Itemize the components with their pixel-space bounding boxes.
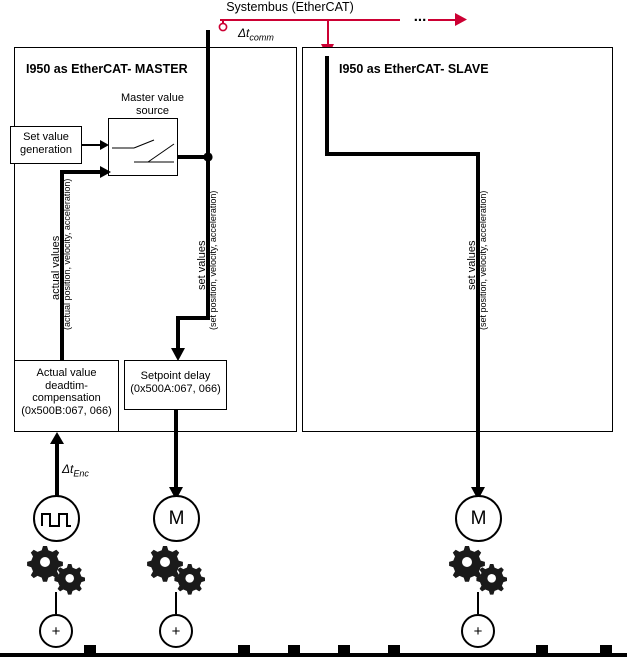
slave-panel-title: I950 as EtherCAT- SLAVE [339, 62, 489, 76]
actual-value-deadtime-label [14, 367, 119, 418]
master-set-values-label: set values [196, 240, 208, 290]
actual-values-arrow-icon [100, 166, 114, 179]
delta-t-enc-label [62, 462, 89, 478]
rail-foot [238, 645, 250, 653]
actual-values-sublabel: (actual position, velocity, acceleration) [62, 178, 72, 330]
actual-values-horizontal [60, 170, 104, 174]
setpoint-line1: Setpoint delay [140, 370, 211, 382]
gear-icon-master-motor [146, 546, 208, 594]
slave-horizontal [325, 152, 480, 156]
delta-t-comm-subscript: comm [249, 32, 274, 43]
master-set-values-sublabel: (set position, velocity, acceleration) [208, 190, 218, 330]
setpoint-line2: (0x500A:067, 066) [130, 382, 221, 395]
slave-axis-connector [477, 592, 479, 614]
setvalues-to-setpoint-vertical [176, 316, 180, 352]
encoder-to-deadtime-arrow-icon [50, 432, 64, 446]
slave-set-values-label: set values [466, 240, 478, 290]
rail-foot [288, 645, 300, 653]
encoder-pulse-icon [41, 508, 73, 530]
setvalues-bus-vertical [206, 30, 210, 159]
delta-t-enc-subscript: Enc [73, 468, 89, 479]
switch-symbol-icon [108, 118, 178, 176]
deadtime-line3: compensation [32, 392, 101, 405]
rail-foot [388, 645, 400, 653]
master-panel-title: I950 as EtherCAT- MASTER [26, 62, 188, 76]
encoder-axis-label: + [51, 622, 61, 640]
master-value-source-label: Master value source [121, 92, 184, 117]
rail-foot [338, 645, 350, 653]
delta-t-enc-symbol: Δt [62, 462, 74, 476]
systembus-label: Systembus (EtherCAT) [226, 0, 354, 14]
master-motor-circle [153, 495, 200, 542]
slave-set-values-sublabel: (set position, velocity, acceleration) [478, 190, 488, 330]
deadtime-line1: Actual value [36, 367, 97, 379]
slave-axis-label: + [473, 622, 483, 640]
delta-t-comm-symbol: Δt [238, 26, 250, 40]
ground-rail [0, 653, 627, 657]
deadtime-line4: (0x500B:067, 066) [21, 404, 112, 417]
gear-icon-encoder [26, 546, 88, 594]
rail-foot [600, 645, 612, 653]
encoder-axis-connector [55, 592, 57, 614]
setvalues-down-horizontal [176, 316, 210, 320]
encoder-axis-circle [39, 614, 73, 648]
slave-panel [302, 47, 613, 432]
setpoint-to-motor-line [174, 410, 178, 492]
gear-icon-slave-motor [448, 546, 510, 594]
master-axis-label: + [171, 622, 181, 640]
master-axis-circle [159, 614, 193, 648]
slave-motor-circle [455, 495, 502, 542]
master-axis-connector [175, 592, 177, 614]
set-value-generation-label: Set value generation [20, 131, 72, 156]
slave-motor-label: M [470, 507, 487, 529]
slave-axis-circle [461, 614, 495, 648]
slave-bus-vertical [325, 56, 329, 156]
bus-ellipsis: ... [413, 8, 427, 25]
master-motor-label: M [168, 507, 185, 529]
setvalue-to-switch-line [82, 144, 102, 146]
encoder-to-deadtime-line [55, 440, 59, 498]
rail-foot [84, 645, 96, 653]
delta-t-comm-label [238, 26, 274, 42]
setvalue-to-switch-arrow-icon [100, 140, 112, 151]
setpoint-delay-label [124, 370, 227, 395]
systembus-arrow-icon [455, 13, 469, 27]
deadtime-line2: deadtim- [45, 379, 88, 392]
rail-foot [536, 645, 548, 653]
actual-values-label: actual values [50, 235, 62, 300]
bus-node-master-icon [218, 22, 229, 33]
systembus-line [220, 19, 400, 21]
